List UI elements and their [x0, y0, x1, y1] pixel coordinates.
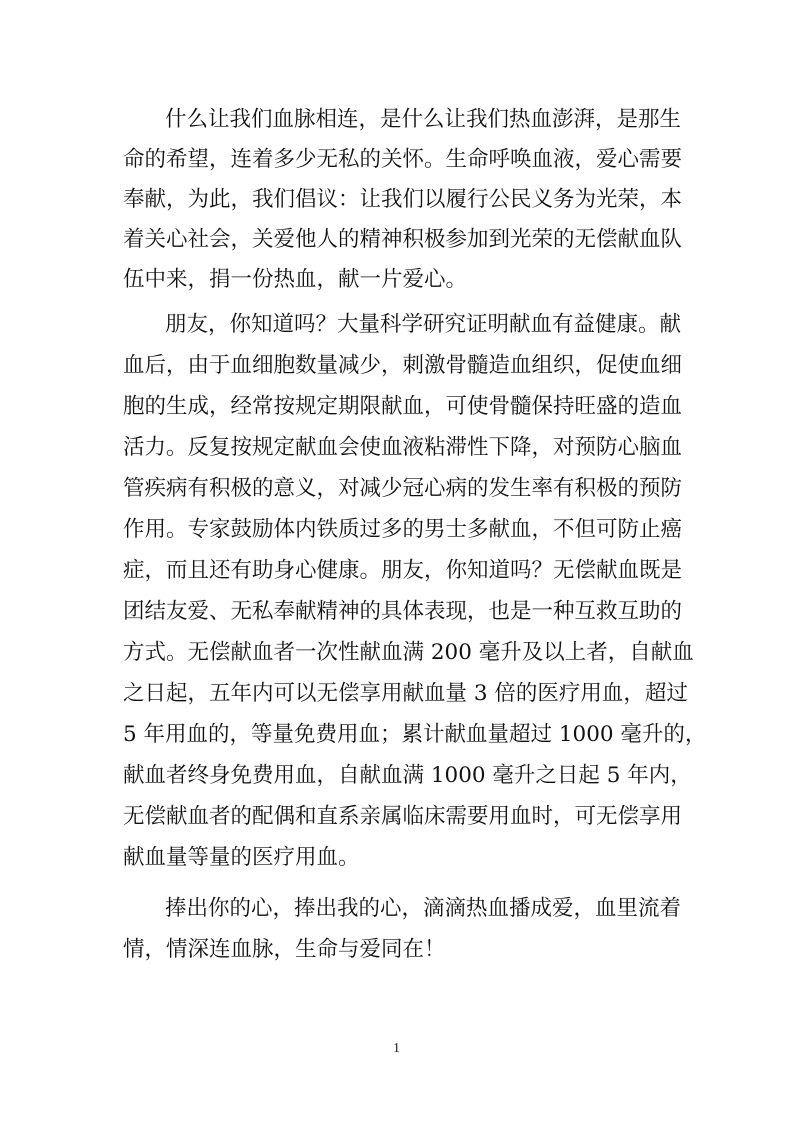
paragraph-2-line-12: 献血者终身免费用血，自献血满 1000 毫升之日起 5 年内， — [123, 763, 692, 788]
paragraph-2-line-2: 血后，由于血细胞数量减少，刺激骨髓造血组织，促使血细 — [123, 353, 683, 378]
paragraph-2-line-8: 团结友爱、无私奉献精神的具体表现，也是一种互救互助的 — [123, 599, 683, 624]
paragraph-1-line-4: 着关心社会，关爱他人的精神积极参加到光荣的无偿献血队 — [123, 227, 683, 252]
paragraph-2-line-10: 之日起，五年内可以无偿享用献血量 3 倍的医疗用血，超过 — [123, 681, 688, 706]
paragraph-2-line-1: 朋友，你知道吗？大量科学研究证明献血有益健康。献 — [165, 312, 682, 337]
paragraph-1-line-2: 命的希望，连着多少无私的关怀。生命呼唤血液，爱心需要 — [123, 147, 683, 172]
paragraph-2-line-14: 献血量等量的医疗用血。 — [123, 845, 360, 870]
paragraph-2-line-3: 胞的生成，经常按规定期限献血，可使骨髓保持旺盛的造血 — [123, 394, 683, 419]
page-number: 1 — [393, 1041, 400, 1056]
paragraph-2-line-4: 活力。反复按规定献血会使血液粘滞性下降，对预防心脑血 — [123, 435, 683, 460]
paragraph-2-line-7: 症，而且还有助身心健康。朋友，你知道吗？无偿献血既是 — [123, 558, 683, 583]
paragraph-2-line-5: 管疾病有积极的意义，对减少冠心病的发生率有积极的预防 — [123, 476, 683, 501]
paragraph-1-line-1: 什么让我们血脉相连，是什么让我们热血澎湃，是那生 — [165, 107, 682, 132]
paragraph-2-line-9: 方式。无偿献血者一次性献血满 200 毫升及以上者，自献血 — [123, 640, 694, 665]
paragraph-3-line-2: 情，情深连血脉，生命与爱同在！ — [123, 937, 446, 962]
paragraph-2-line-13: 无偿献血者的配偶和直系亲属临床需要用血时，可无偿享用 — [123, 804, 683, 829]
paragraph-2-line-11: 5 年用血的，等量免费用血；累计献血量超过 1000 毫升的， — [123, 722, 707, 747]
paragraph-1-line-5: 伍中来，捐一份热血，献一片爱心。 — [123, 267, 468, 292]
paragraph-1-line-3: 奉献，为此，我们倡议：让我们以履行公民义务为光荣，本 — [123, 187, 683, 212]
paragraph-2-line-6: 作用。专家鼓励体内铁质过多的男士多献血，不但可防止癌 — [123, 517, 683, 542]
paragraph-3-line-1: 捧出你的心，捧出我的心，滴滴热血播成爱，血里流着 — [165, 896, 682, 921]
